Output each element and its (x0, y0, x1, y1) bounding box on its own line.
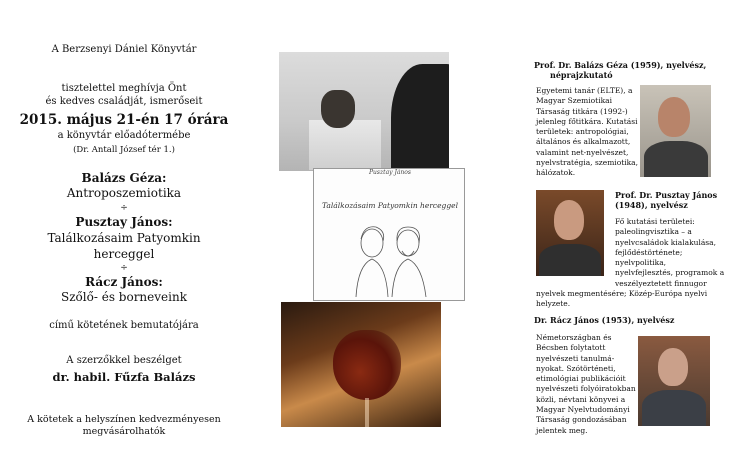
separator: ÷ (120, 263, 128, 273)
mask-artifact (321, 90, 355, 128)
bio-2-text: Fő kutatási területei: paleolingvisztika – a nyelvcsaládok kialakulása, fejlődéstörténete; nyelvpolitika, nyelvfejlesztés, programok a veszélyeztetett finnugor (615, 217, 725, 288)
portrait-balazs-geza (640, 85, 711, 177)
invite-line-1: tisztelettel meghívja Önt (61, 83, 187, 94)
book-3-author: Rácz János: (85, 275, 163, 289)
event-venue: a könyvtár előadótermébe (57, 130, 191, 141)
viewer-silhouette (391, 64, 449, 171)
book-1-title: Antroposzemiotika (66, 186, 182, 200)
invitation-column (8, 0, 240, 460)
portrait-racz-janos (638, 336, 710, 426)
pedestal (309, 120, 381, 170)
portrait-pusztay-janos (536, 190, 604, 276)
invite-line-2: és kedves családját, ismerőseit (45, 96, 203, 107)
launch-intro: című kötetének bemutatójára (49, 320, 199, 331)
wine-glass-photo (281, 302, 441, 427)
discount-note-cont: megvásárolhatók (82, 426, 166, 437)
book-cover-author: Pusztay János (369, 169, 411, 176)
book-1-author: Balázs Géza: (81, 171, 167, 185)
book-cover (313, 168, 465, 301)
glass-stem (365, 398, 369, 427)
event-datetime: 2015. május 21-én 17 órára (19, 112, 229, 128)
bio-1-text: Egyetemi tanár (ELTE), a Magyar Szemiotikai Társaság titkára (1992-) jelenleg főtitkára. Kutatási területek: antropológiai, általános és alkalmazott, valamint net-nyelvészet, nyelvstratégia, szemiotika, hálózatok. (536, 86, 639, 178)
museum-mask-photo (279, 52, 449, 171)
event-address: (Dr. Antall József tér 1.) (73, 145, 175, 155)
bio-2-title: Prof. Dr. Pusztay János (1948), nyelvész (615, 190, 718, 210)
bio-3-text: Németországban és Bécsben folytatott nyelvészeti tanulmá- nyokat. Szótörténeti, etimológiai publikációit nyelvészeti folyóiratokban közli, névtani könyvei a Magyar Nyelvtudományi Társaság gondozásában jelentek meg. (536, 333, 636, 435)
bio-3-title: Dr. Rácz János (1953), nyelvész (534, 315, 675, 325)
bio-1-title: Prof. Dr. Balázs Géza (1959), nyelvész, néprajzkutató (534, 60, 707, 80)
wine-glass (333, 330, 401, 400)
moderator-intro: A szerzőkkel beszélget (66, 355, 182, 366)
book-2-title: Találkozásaim Patyomkin (47, 231, 201, 245)
organizer: A Berzsenyi Dániel Könyvtár (51, 44, 197, 55)
portrait-sketch (342, 221, 438, 297)
book-2-title-cont: herceggel (93, 247, 155, 261)
discount-note: A kötetek a helyszínen kedvezményesen (27, 414, 221, 425)
bio-2-text-cont: nyelvek megmentésére; Közép-Európa nyelvi helyzete. (536, 289, 708, 309)
book-3-title: Szőlő- és borneveink (61, 290, 187, 304)
moderator-name: dr. habil. Fűzfa Balázs (52, 370, 196, 384)
separator: ÷ (120, 203, 128, 213)
book-2-author: Pusztay János: (75, 215, 173, 229)
bios-column (520, 0, 745, 460)
book-cover-title: Találkozásaim Patyomkin herceggel (321, 201, 458, 210)
